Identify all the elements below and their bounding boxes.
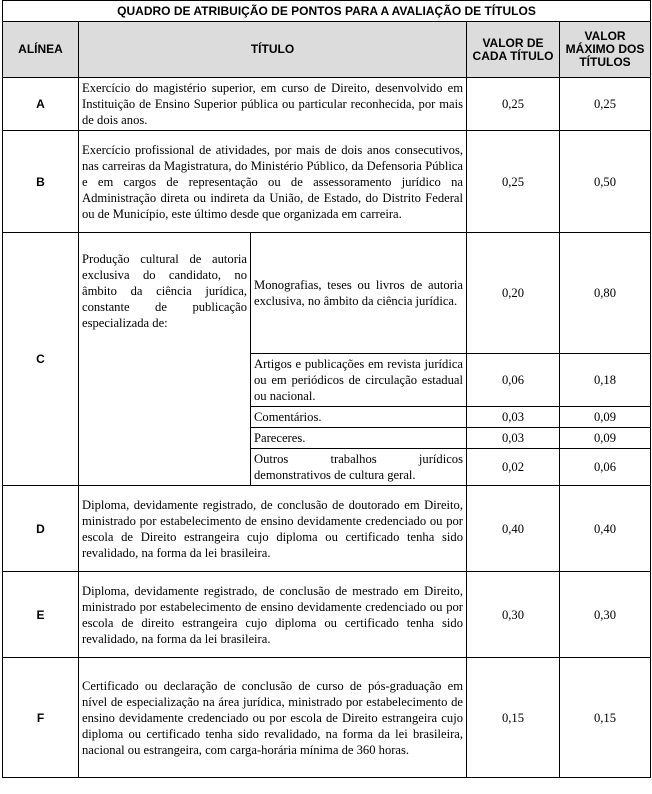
table-caption: QUADRO DE ATRIBUIÇÃO DE PONTOS PARA A AVALIAÇÃO DE TÍTULOS [3, 1, 651, 22]
valor-maximo-f: 0,15 [560, 658, 651, 778]
titulo-c-pareceres: Pareceres. [251, 428, 467, 449]
valor-cada-c-outros: 0,02 [467, 449, 560, 486]
header-alinea: ALÍNEA [3, 22, 79, 78]
valor-maximo-c-pareceres: 0,09 [560, 428, 651, 449]
titulo-c-monografias: Monografias, teses ou livros de autoria exclusiva, no âmbito da ciência jurídica. [251, 233, 467, 354]
valor-cada-c-comentarios: 0,03 [467, 407, 560, 428]
table-row-a [3, 78, 651, 131]
alinea-c: C [3, 233, 79, 486]
valor-cada-d: 0,40 [467, 486, 560, 572]
alinea-e: E [3, 572, 79, 658]
valor-maximo-a: 0,25 [560, 78, 651, 131]
header-valor-cada: VALOR DE CADA TÍTULO [467, 22, 560, 78]
titulo-c-comentarios: Comentários. [251, 407, 467, 428]
header-titulo: TÍTULO [79, 22, 467, 78]
header-valor-maximo: VALOR MÁXIMO DOS TÍTULOS [560, 22, 651, 78]
titulo-a: Exercício do magistério superior, em curso de Direito, desenvolvido em Instituição de Ensino Superior pública ou particular reconhecida, por mais de dois anos. [79, 78, 467, 131]
alinea-a: A [3, 78, 79, 131]
alinea-b: B [3, 131, 79, 233]
valor-maximo-b: 0,50 [560, 131, 651, 233]
valor-maximo-c-outros: 0,06 [560, 449, 651, 486]
valor-maximo-c-monografias: 0,80 [560, 233, 651, 354]
valor-cada-a: 0,25 [467, 78, 560, 131]
valor-cada-c-pareceres: 0,03 [467, 428, 560, 449]
table-row-e [3, 572, 651, 658]
valor-cada-b: 0,25 [467, 131, 560, 233]
titulo-c-artigos: Artigos e publicações em revista jurídica ou em periódicos de circulação estadual ou nacional. [251, 354, 467, 407]
table-row-f [3, 658, 651, 778]
titulo-c: Produção cultural de autoria exclusiva do candidato, no âmbito da ciência jurídica, constante de publicação especializada de: [79, 233, 251, 486]
titles-points-table [2, 0, 651, 778]
titulo-b: Exercício profissional de atividades, por mais de dois anos consecutivos, nas carreiras da Magistratura, do Ministério Público, da Defensoria Pública e em cargos de representação ou de assessoramento jurídico na Administração direta ou indireta da União, de Estado, do Distrito Federal ou de Município, este último desde que organizada em carreira. [79, 131, 467, 233]
titulo-f: Certificado ou declaração de conclusão de curso de pós-graduação em nível de especialização na área jurídica, ministrado por estabelecimento de ensino devidamente credenciado ou por escola de Direito estrangeira cujo diploma ou certificado tenha sido revalidado, na forma da lei brasileira, nacional ou estrangeira, com carga-horária mínima de 360 horas. [79, 658, 467, 778]
valor-maximo-c-comentarios: 0,09 [560, 407, 651, 428]
valor-maximo-e: 0,30 [560, 572, 651, 658]
valor-maximo-c-artigos: 0,18 [560, 354, 651, 407]
table-row-c-monografias [3, 233, 651, 354]
valor-cada-c-artigos: 0,06 [467, 354, 560, 407]
table-caption-row [3, 1, 651, 22]
valor-cada-e: 0,30 [467, 572, 560, 658]
alinea-f: F [3, 658, 79, 778]
alinea-d: D [3, 486, 79, 572]
titulo-d: Diploma, devidamente registrado, de conclusão de doutorado em Direito, ministrado por estabelecimento de ensino devidamente credenciado ou por escola de Direito estrangeira cujo diploma ou certificado tenha sido revalidado, na forma da lei brasileira. [79, 486, 467, 572]
table-row-b [3, 131, 651, 233]
valor-maximo-d: 0,40 [560, 486, 651, 572]
table-row-d [3, 486, 651, 572]
table-header-row [3, 22, 651, 78]
valor-cada-c-monografias: 0,20 [467, 233, 560, 354]
valor-cada-f: 0,15 [467, 658, 560, 778]
titles-table-frame [2, 0, 650, 792]
titulo-c-outros: Outros trabalhos jurídicos demonstrativos de cultura geral. [251, 449, 467, 486]
titulo-e: Diploma, devidamente registrado, de conclusão de mestrado em Direito, ministrado por estabelecimento de ensino devidamente credenciado ou por escola de direito estrangeira cujo diploma ou certificado tenha sido revalidado, na forma da lei brasileira. [79, 572, 467, 658]
